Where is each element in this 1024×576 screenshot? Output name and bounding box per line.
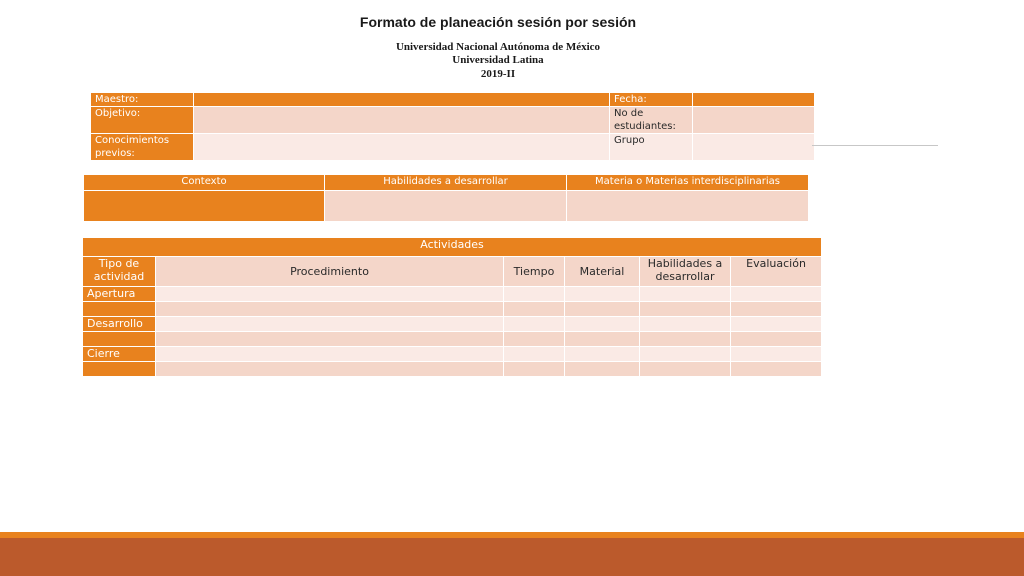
university-name: Universidad Nacional Autónoma de México — [395, 41, 601, 53]
table-cell[interactable] — [156, 347, 504, 362]
table-cell[interactable] — [565, 302, 640, 317]
table-cell[interactable] — [156, 362, 504, 377]
objetivo-field[interactable] — [194, 107, 610, 134]
maestro-field[interactable] — [194, 93, 610, 107]
table-cell[interactable] — [156, 317, 504, 332]
contexto-header: Contexto — [84, 175, 325, 191]
page-title: Formato de planeación sesión por sesión — [359, 14, 637, 30]
row-label-apertura: Apertura — [83, 287, 156, 302]
conocimientos-label: Conocimientos previos: — [91, 134, 194, 161]
no-estudiantes-label: No de estudiantes: — [610, 107, 693, 134]
table-cell[interactable] — [156, 287, 504, 302]
table-cell[interactable] — [504, 317, 565, 332]
table-cell[interactable] — [731, 347, 822, 362]
materia-header: Materia o Materias interdisciplinarias — [567, 175, 809, 191]
procedimiento-header: Procedimiento — [156, 257, 504, 287]
table-cell[interactable] — [504, 362, 565, 377]
table-cell[interactable] — [504, 287, 565, 302]
table-cell[interactable] — [640, 347, 731, 362]
table-cell[interactable] — [504, 347, 565, 362]
table-cell[interactable] — [565, 332, 640, 347]
row-label-cierre: Cierre — [83, 347, 156, 362]
table-cell[interactable] — [731, 287, 822, 302]
table-cell[interactable] — [156, 332, 504, 347]
table-cell[interactable] — [731, 362, 822, 377]
table-cell[interactable] — [156, 302, 504, 317]
table-cell[interactable] — [640, 287, 731, 302]
fecha-field[interactable] — [693, 93, 815, 107]
contexto-field[interactable] — [84, 191, 325, 222]
table-cell[interactable] — [731, 332, 822, 347]
activities-title: Actividades — [83, 238, 822, 257]
divider-line — [812, 145, 938, 146]
fecha-label: Fecha: — [610, 93, 693, 107]
maestro-label: Maestro: — [91, 93, 194, 107]
objetivo-label: Objetivo: — [91, 107, 194, 134]
table-cell[interactable] — [504, 332, 565, 347]
grupo-field[interactable] — [693, 134, 815, 161]
semester: 2019-II — [480, 68, 516, 80]
table-cell[interactable] — [565, 317, 640, 332]
tipo-actividad-header: Tipo de actividad — [83, 257, 156, 287]
table-cell[interactable] — [504, 302, 565, 317]
row-label-desarrollo: Desarrollo — [83, 317, 156, 332]
grupo-label: Grupo — [610, 134, 693, 161]
tiempo-header: Tiempo — [504, 257, 565, 287]
table-cell[interactable] — [640, 317, 731, 332]
row-label-empty — [83, 362, 156, 377]
table-cell[interactable] — [731, 317, 822, 332]
footer-bar — [0, 538, 1024, 576]
conocimientos-field[interactable] — [194, 134, 610, 161]
university-latina: Universidad Latina — [452, 54, 544, 66]
context-table — [83, 174, 809, 222]
row-label-empty — [83, 302, 156, 317]
habilidades-header: Habilidades a desarrollar — [325, 175, 567, 191]
habilidades-field[interactable] — [325, 191, 567, 222]
table-cell[interactable] — [731, 302, 822, 317]
table-cell[interactable] — [565, 347, 640, 362]
table-cell[interactable] — [640, 302, 731, 317]
materia-field[interactable] — [567, 191, 809, 222]
table-cell[interactable] — [640, 332, 731, 347]
habilidades-header: Habilidades a desarrollar — [640, 257, 731, 287]
activities-table — [82, 237, 822, 377]
material-header: Material — [565, 257, 640, 287]
table-cell[interactable] — [565, 287, 640, 302]
no-estudiantes-field[interactable] — [693, 107, 815, 134]
row-label-empty — [83, 332, 156, 347]
info-table — [90, 92, 815, 161]
evaluacion-header: Evaluación — [731, 257, 822, 287]
table-cell[interactable] — [640, 362, 731, 377]
table-cell[interactable] — [565, 362, 640, 377]
